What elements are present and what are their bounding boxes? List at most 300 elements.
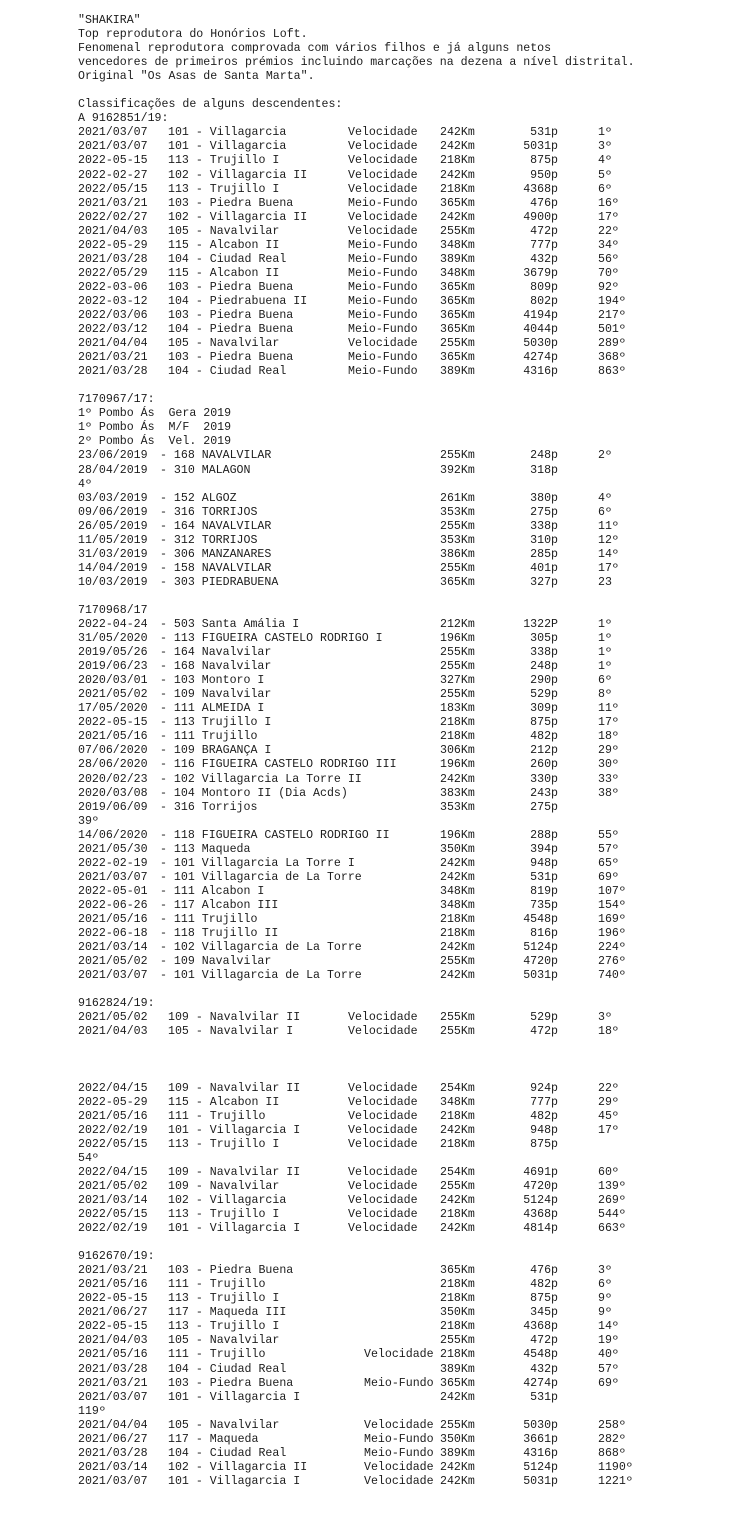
blank-line <box>78 84 635 98</box>
cell-race: 101 - Villagarcia <box>168 126 287 140</box>
cell-dist: 327Km <box>440 674 475 688</box>
cell-birds: 380p <box>530 491 558 505</box>
intro-line: "SHAKIRA" <box>78 14 141 27</box>
cell-race: - 117 Alcabon III <box>160 898 279 912</box>
cell-date: 2021/04/03 <box>78 224 148 238</box>
cell-place: 6º <box>598 182 612 196</box>
cell-dist: 353Km <box>440 505 475 519</box>
cell-race: - 101 Villagarcia de La Torre <box>160 969 362 983</box>
cell-birds: 4900p <box>523 210 558 224</box>
result-row <box>78 1011 635 1025</box>
result-row <box>78 1222 635 1236</box>
result-row <box>78 1475 635 1489</box>
cell-race: 115 - Alcabon II <box>168 238 280 252</box>
cell-birds: 310p <box>530 533 558 547</box>
cell-place: 45º <box>598 1109 619 1123</box>
cell-date: 2022-02-19 <box>78 856 148 870</box>
cell-date: 28/04/2019 <box>78 463 148 477</box>
cell-race: - 303 PIEDRABUENA <box>160 575 279 589</box>
cell-dist: 365Km <box>440 1264 475 1278</box>
cell-place: 57º <box>598 1362 619 1376</box>
cell-place: 8º <box>598 688 612 702</box>
cell-place: 70º <box>598 266 619 280</box>
cell-birds: 394p <box>530 842 558 856</box>
cell-race: 113 - Trujillo I <box>168 1292 280 1306</box>
cell-race: - 103 Montoro I <box>160 674 265 688</box>
result-row <box>78 744 635 758</box>
result-row <box>78 1419 635 1433</box>
cell-date: 2022-02-27 <box>78 168 148 182</box>
cell-birds: 875p <box>530 716 558 730</box>
cell-date: 2022/03/12 <box>78 323 148 337</box>
cell-birds: 260p <box>530 758 558 772</box>
result-row <box>78 534 635 548</box>
cell-date: 2020/03/08 <box>78 786 148 800</box>
cell-birds: 275p <box>530 800 558 814</box>
blank-line <box>78 590 635 604</box>
cell-dist: 255Km <box>440 561 475 575</box>
cell-place: 6º <box>598 505 612 519</box>
cell-birds: 472p <box>530 1334 558 1348</box>
cell-dist: 365Km <box>440 351 475 365</box>
result-row <box>78 1447 635 1461</box>
wrapped-place: 39º <box>78 814 99 828</box>
blank-line <box>78 1068 635 1082</box>
cell-place: 17º <box>598 210 619 224</box>
cell-dist: 350Km <box>440 842 475 856</box>
cell-dist: 218Km <box>440 1278 475 1292</box>
cell-type: Meio-Fundo <box>348 365 418 379</box>
result-row <box>78 674 635 688</box>
section-header: 7170967/17: <box>78 393 155 407</box>
cell-birds: 472p <box>530 224 558 238</box>
cell-dist: 255Km <box>440 1418 475 1432</box>
cell-race: 117 - Maqueda <box>168 1432 259 1446</box>
cell-place: 169º <box>598 913 626 926</box>
cell-birds: 4368p <box>523 1320 558 1334</box>
cell-dist: 255Km <box>440 519 475 533</box>
cell-place: 11º <box>598 702 619 716</box>
cell-type: Velocidade <box>348 1193 418 1207</box>
result-row <box>78 211 635 225</box>
cell-dist: 365Km <box>440 308 475 322</box>
cell-date: 2022/05/15 <box>78 182 148 196</box>
intro-line: vencedores de primeiros prémios incluindo marcações na dezena a nível distrital. <box>78 56 635 70</box>
cell-race: 111 - Trujillo <box>168 1109 266 1123</box>
cell-race: 115 - Alcabon II <box>168 266 280 280</box>
cell-birds: 875p <box>530 1137 558 1151</box>
result-row <box>78 351 635 365</box>
result-row <box>78 899 635 913</box>
cell-date: 2021/05/02 <box>78 1011 148 1025</box>
cell-race: - 113 FIGUEIRA CASTELO RODRIGO I <box>160 632 383 646</box>
cell-type: Velocidade <box>348 1095 418 1109</box>
cell-date: 2022/05/29 <box>78 266 148 280</box>
cell-dist: 392Km <box>440 463 475 477</box>
cell-place: 139º <box>598 1179 626 1193</box>
cell-dist: 218Km <box>440 1207 475 1221</box>
cell-place: 69º <box>598 870 619 884</box>
result-row <box>78 197 635 211</box>
cell-birds: 4548p <box>523 1348 558 1362</box>
result-row <box>78 1348 635 1362</box>
cell-type: Velocidade <box>348 1081 418 1095</box>
cell-birds: 476p <box>530 1264 558 1278</box>
cell-dist: 242Km <box>440 210 475 224</box>
cell-race: 104 - Ciudad Real <box>168 252 287 266</box>
cell-place: 2º <box>598 449 612 463</box>
cell-birds: 809p <box>530 280 558 294</box>
cell-date: 2021/05/16 <box>78 913 148 926</box>
cell-date: 2021/05/02 <box>78 1179 148 1193</box>
blank-line <box>78 1053 635 1067</box>
result-row <box>78 449 635 463</box>
cell-date: 2022-06-26 <box>78 898 148 912</box>
cell-place: 9º <box>598 1292 612 1306</box>
cell-race: - 316 TORRIJOS <box>160 505 258 519</box>
cell-dist: 255Km <box>440 1011 475 1025</box>
cell-birds: 243p <box>530 786 558 800</box>
cell-place: 9º <box>598 1306 612 1320</box>
cell-place: 69º <box>598 1376 619 1390</box>
cell-race: 103 - Piedra Buena <box>168 196 294 210</box>
cell-date: 2022-05-15 <box>78 154 148 168</box>
result-row <box>78 913 635 927</box>
cell-race: - 158 NAVALVILAR <box>160 561 272 575</box>
section-header: 1º Pombo Ás Gera 2019 <box>78 407 232 421</box>
cell-birds: 5124p <box>523 1460 558 1474</box>
cell-place: 18º <box>598 730 619 744</box>
cell-place: 269º <box>598 1193 626 1207</box>
cell-birds: 531p <box>530 870 558 884</box>
cell-dist: 196Km <box>440 632 475 646</box>
cell-race: 113 - Trujillo I <box>168 1137 280 1151</box>
cell-place: 224º <box>598 941 626 955</box>
cell-date: 2022/02/19 <box>78 1123 148 1137</box>
cell-birds: 735p <box>530 898 558 912</box>
cell-birds: 275p <box>530 505 558 519</box>
cell-date: 2019/06/09 <box>78 800 148 814</box>
cell-place: 38º <box>598 786 619 800</box>
cell-place: 56º <box>598 252 619 266</box>
cell-birds: 330p <box>530 772 558 786</box>
cell-place: 1º <box>598 632 612 646</box>
cell-date: 2022-03-12 <box>78 294 148 308</box>
cell-birds: 482p <box>530 730 558 744</box>
cell-birds: 5031p <box>523 140 558 154</box>
result-row <box>78 337 635 351</box>
cell-date: 2021/03/28 <box>78 252 148 266</box>
cell-dist: 255Km <box>440 449 475 463</box>
result-row <box>78 1194 635 1208</box>
cell-place: 60º <box>598 1165 619 1179</box>
cell-type: Velocidade <box>348 154 418 168</box>
cell-date: 2021/04/03 <box>78 1334 148 1348</box>
cell-birds: 4274p <box>523 1376 558 1390</box>
cell-place: 14º <box>598 1320 619 1334</box>
cell-birds: 432p <box>530 252 558 266</box>
result-row <box>78 1306 635 1320</box>
cell-type: Velocidade <box>348 1011 418 1025</box>
cell-race: - 164 Navalvilar <box>160 646 272 660</box>
cell-type: Meio-Fundo <box>348 196 418 210</box>
cell-race: 101 - Villagarcia I <box>168 1222 301 1236</box>
result-row <box>78 140 635 154</box>
cell-place: 1221º <box>598 1474 633 1488</box>
cell-birds: 327p <box>530 575 558 589</box>
cell-type: Velocidade <box>348 1222 418 1236</box>
result-row <box>78 1180 635 1194</box>
cell-race: - 111 Trujillo <box>160 730 258 744</box>
cell-race: - 113 Maqueda <box>160 842 251 856</box>
cell-race: 101 - Villagarcia <box>168 140 287 154</box>
cell-birds: 5031p <box>523 969 558 983</box>
result-row <box>78 632 635 646</box>
cell-race: - 101 Villagarcia de La Torre <box>160 870 362 884</box>
blank-line <box>78 1039 635 1053</box>
cell-dist: 255Km <box>440 337 475 351</box>
cell-birds: 3661p <box>523 1432 558 1446</box>
cell-dist: 386Km <box>440 547 475 561</box>
cell-type: Meio-Fundo <box>348 308 418 322</box>
cell-dist: 242Km <box>440 168 475 182</box>
cell-place: 740º <box>598 969 626 983</box>
cell-date: 2020/03/01 <box>78 674 148 688</box>
result-row <box>78 688 635 702</box>
cell-place: 17º <box>598 1123 619 1137</box>
cell-race: - 109 Navalvilar <box>160 955 272 969</box>
cell-place: 5º <box>598 168 612 182</box>
result-row <box>78 576 635 590</box>
cell-race: 109 - Navalvilar II <box>168 1081 301 1095</box>
cell-race: 103 - Piedra Buena <box>168 351 294 365</box>
result-row <box>78 225 635 239</box>
cell-birds: 5124p <box>523 1193 558 1207</box>
result-row <box>78 1082 635 1096</box>
cell-dist: 383Km <box>440 786 475 800</box>
cell-date: 2021/03/07 <box>78 126 148 140</box>
cell-race: 104 - Ciudad Real <box>168 365 287 379</box>
intro-line: Fenomenal reprodutora comprovada com vários filhos e já alguns netos <box>78 42 552 56</box>
result-row <box>78 169 635 183</box>
cell-birds: 318p <box>530 463 558 477</box>
cell-place: 196º <box>598 927 626 941</box>
result-row <box>78 126 635 140</box>
cell-dist: 350Km <box>440 1432 475 1446</box>
result-row <box>78 646 635 660</box>
cell-type: Velocidade <box>348 1179 418 1193</box>
cell-type: Velocidade <box>348 168 418 182</box>
cell-type: Velocidade <box>348 210 418 224</box>
cell-birds: 5030p <box>523 1418 558 1432</box>
cell-birds: 5031p <box>523 1474 558 1488</box>
cell-race: - 306 MANZANARES <box>160 547 272 561</box>
cell-place: 12º <box>598 533 619 547</box>
cell-birds: 4194p <box>523 308 558 322</box>
cell-date: 2021/06/27 <box>78 1432 148 1446</box>
cell-date: 2022/03/06 <box>78 308 148 322</box>
cell-place: 65º <box>598 856 619 870</box>
result-row <box>78 562 635 576</box>
cell-place: 154º <box>598 898 626 912</box>
section-header: A 9162851/19: <box>78 112 169 126</box>
result-row <box>78 548 635 562</box>
cell-dist: 242Km <box>440 1460 475 1474</box>
cell-race: 101 - Villagarcia I <box>168 1474 301 1488</box>
cell-place: 30º <box>598 758 619 772</box>
cell-race: - 109 Navalvilar <box>160 688 272 702</box>
result-row <box>78 1334 635 1348</box>
cell-date: 2021/03/07 <box>78 1390 148 1404</box>
cell-date: 2022-06-18 <box>78 927 148 941</box>
cell-birds: 529p <box>530 688 558 702</box>
cell-birds: 950p <box>530 168 558 182</box>
cell-place: 14º <box>598 547 619 561</box>
section-header: 9162670/19: <box>78 1250 155 1264</box>
cell-race: 111 - Trujillo <box>168 1348 266 1362</box>
cell-place: 289º <box>598 337 626 351</box>
result-row <box>78 154 635 168</box>
cell-place: 29º <box>598 744 619 758</box>
cell-type: Velocidade <box>348 1137 418 1151</box>
cell-date: 2022-05-15 <box>78 1292 148 1306</box>
cell-race: - 104 Montoro II (Dia Acds) <box>160 786 348 800</box>
result-row <box>78 885 635 899</box>
blank-line <box>78 379 635 393</box>
result-row <box>78 702 635 716</box>
result-row <box>78 927 635 941</box>
cell-race: 104 - Piedrabuena II <box>168 294 308 308</box>
cell-dist: 183Km <box>440 702 475 716</box>
cell-race: - 316 Torrijos <box>160 800 258 814</box>
cell-birds: 309p <box>530 702 558 716</box>
cell-place: 4º <box>598 154 612 168</box>
cell-birds: 5124p <box>523 941 558 955</box>
result-row <box>78 253 635 267</box>
cell-dist: 242Km <box>440 870 475 884</box>
cell-date: 28/06/2020 <box>78 758 148 772</box>
cell-race: 102 - Villagarcia II <box>168 1460 308 1474</box>
cell-place: 501º <box>598 323 626 337</box>
cell-date: 2022-05-15 <box>78 1320 148 1334</box>
cell-dist: 353Km <box>440 533 475 547</box>
cell-place: 16º <box>598 196 619 210</box>
cell-race: - 101 Villagarcia La Torre I <box>160 856 355 870</box>
result-row <box>78 955 635 969</box>
cell-birds: 4368p <box>523 182 558 196</box>
cell-date: 11/05/2019 <box>78 533 148 547</box>
cell-dist: 389Km <box>440 365 475 379</box>
cell-race: 109 - Navalvilar <box>168 1179 280 1193</box>
cell-place: 57º <box>598 842 619 856</box>
cell-dist: 242Km <box>440 856 475 870</box>
blank-line <box>78 1236 635 1250</box>
cell-place: 33º <box>598 772 619 786</box>
cell-date: 2022/05/15 <box>78 1137 148 1151</box>
cell-date: 31/05/2020 <box>78 632 148 646</box>
cell-place: 3º <box>598 140 612 154</box>
cell-race: - 111 Trujillo <box>160 913 258 926</box>
cell-dist: 255Km <box>440 1334 475 1348</box>
cell-birds: 531p <box>530 1390 558 1404</box>
cell-type: Meio-Fundo <box>348 238 418 252</box>
cell-race: - 102 Villagarcia de La Torre <box>160 941 362 955</box>
cell-dist: 218Km <box>440 182 475 196</box>
cell-race: - 111 Alcabon I <box>160 884 265 898</box>
cell-type: Velocidade <box>348 1109 418 1123</box>
cell-birds: 476p <box>530 196 558 210</box>
cell-dist: 255Km <box>440 1179 475 1193</box>
cell-date: 23/06/2019 <box>78 449 148 463</box>
cell-place: 663º <box>598 1222 626 1236</box>
cell-dist: 348Km <box>440 884 475 898</box>
cell-place: 1º <box>598 618 612 632</box>
cell-type: Velocidade <box>364 1474 434 1488</box>
cell-birds: 875p <box>530 1292 558 1306</box>
wrapped-place: 119º <box>78 1404 106 1418</box>
cell-place: 544º <box>598 1207 626 1221</box>
cell-place: 22º <box>598 224 619 238</box>
cell-dist: 255Km <box>440 688 475 702</box>
cell-birds: 4548p <box>523 913 558 926</box>
cell-place: 19º <box>598 1334 619 1348</box>
cell-date: 2019/06/23 <box>78 660 148 674</box>
cell-date: 2022-05-29 <box>78 1095 148 1109</box>
cell-date: 2021/03/28 <box>78 1362 148 1376</box>
cell-date: 2020/02/23 <box>78 772 148 786</box>
cell-race: 113 - Trujillo I <box>168 1207 280 1221</box>
cell-birds: 4720p <box>523 955 558 969</box>
wrapped-place: 54º <box>78 1151 99 1165</box>
result-row <box>78 1025 635 1039</box>
cell-race: - 113 Trujillo I <box>160 716 272 730</box>
cell-dist: 218Km <box>440 1137 475 1151</box>
cell-race: 102 - Villagarcia II <box>168 210 308 224</box>
cell-dist: 212Km <box>440 618 475 632</box>
cell-dist: 242Km <box>440 772 475 786</box>
cell-place: 868º <box>598 1446 626 1460</box>
cell-birds: 819p <box>530 884 558 898</box>
cell-race: 113 - Trujillo I <box>168 154 280 168</box>
cell-place: 40º <box>598 1348 619 1362</box>
cell-race: 105 - Navalvilar <box>168 1418 280 1432</box>
cell-birds: 338p <box>530 646 558 660</box>
cell-birds: 212p <box>530 744 558 758</box>
cell-place: 6º <box>598 674 612 688</box>
cell-place: 3º <box>598 1264 612 1278</box>
result-row <box>78 1433 635 1447</box>
cell-dist: 218Km <box>440 716 475 730</box>
cell-place: 17º <box>598 561 619 575</box>
result-row <box>78 1208 635 1222</box>
cell-dist: 218Km <box>440 1348 475 1362</box>
cell-race: 117 - Maqueda III <box>168 1306 287 1320</box>
cell-type: Velocidade <box>364 1460 434 1474</box>
cell-birds: 472p <box>530 1025 558 1039</box>
cell-race: - 168 NAVALVILAR <box>160 449 272 463</box>
cell-race: 113 - Trujillo I <box>168 182 280 196</box>
cell-place: 22º <box>598 1081 619 1095</box>
cell-dist: 255Km <box>440 224 475 238</box>
cell-type: Meio-Fundo <box>364 1446 434 1460</box>
cell-birds: 4368p <box>523 1207 558 1221</box>
cell-race: 113 - Trujillo I <box>168 1320 280 1334</box>
cell-type: Velocidade <box>348 182 418 196</box>
cell-race: 104 - Piedra Buena <box>168 323 294 337</box>
cell-dist: 242Km <box>440 969 475 983</box>
cell-dist: 389Km <box>440 252 475 266</box>
result-row <box>78 309 635 323</box>
